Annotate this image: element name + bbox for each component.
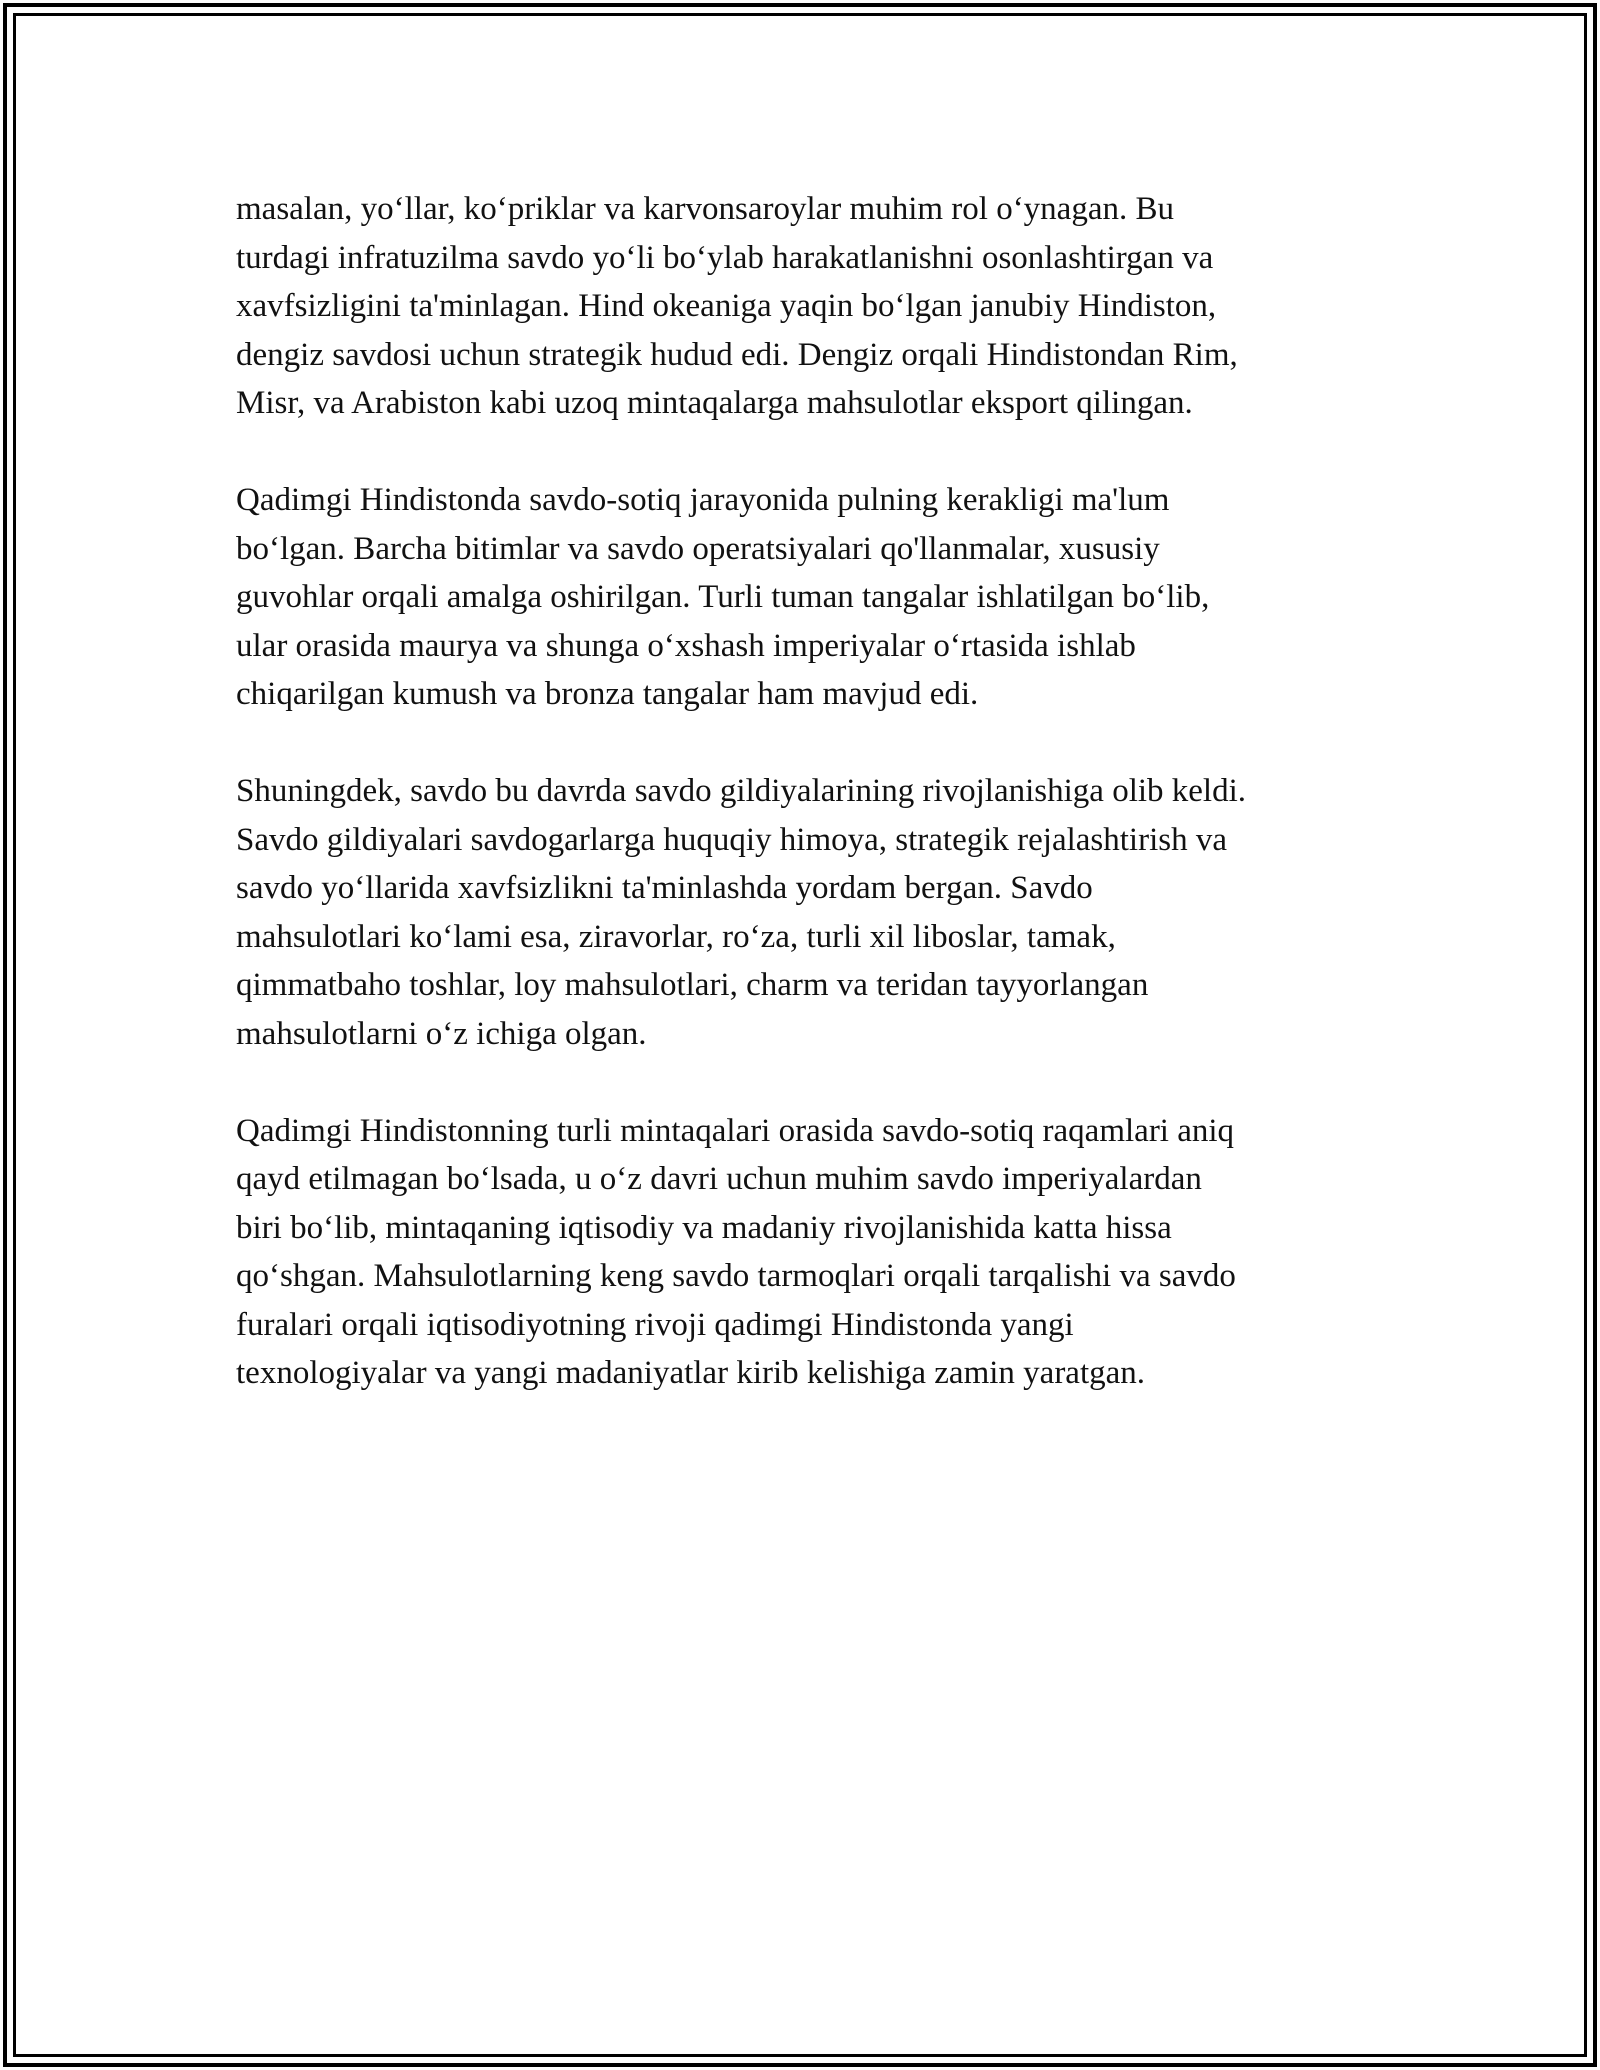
text-line: Savdo gildiyalari savdogarlarga huquqiy himoya, strategik rejalashtirish va <box>236 821 1227 858</box>
text-line: chiqarilgan kumush va bronza tangalar ham mavjud edi. <box>236 676 979 712</box>
text-line: Shuningdek, savdo bu davrda savdo gildiyalarining rivojlanishiga olib keldi. <box>236 773 1247 809</box>
text-line: bo‘lgan. Barcha bitimlar va savdo operatsiyalari qo'llanmalar, xususiy <box>236 530 1160 567</box>
text-line: turdagi infratuzilma savdo yo‘li bo‘ylab harakatlanishni osonlashtirgan va <box>236 239 1214 276</box>
text-line: ular orasida maurya va shunga o‘xshash imperiyalar o‘rtasida ishlab <box>236 627 1136 664</box>
text-line: Qadimgi Hindistonda savdo-sotiq jarayonida pulning kerakligi ma'lum <box>236 482 1170 518</box>
text-line: Qadimgi Hindistonning turli mintaqalari orasida savdo-sotiq raqamlari aniq <box>236 1112 1235 1149</box>
text-line: biri bo‘lib, mintaqaning iqtisodiy va madaniy rivojlanishida katta hissa <box>236 1209 1172 1246</box>
text-line: qimmatbaho toshlar, loy mahsulotlari, charm va teridan tayyorlangan <box>236 967 1149 1003</box>
text-line: mahsulotlarni o‘z ichiga olgan. <box>236 1015 647 1052</box>
text-line: furalari orqali iqtisodiyotning rivoji qadimgi Hindistonda yangi <box>236 1306 1074 1343</box>
paragraph-currency <box>236 476 1366 719</box>
paragraph-guilds <box>236 767 1366 1058</box>
text-line: masalan, yo‘llar, ko‘priklar va karvonsaroylar muhim rol o‘ynagan. Bu <box>236 191 1174 227</box>
text-line: guvohlar orqali amalga oshirilgan. Turli tuman tangalar ishlatilgan bo‘lib, <box>236 579 1210 615</box>
text-line: qayd etilmagan bo‘lsada, u o‘z davri uchun muhim savdo imperiyalardan <box>236 1161 1202 1197</box>
text-line: qo‘shgan. Mahsulotlarning keng savdo tarmoqlari orqali tarqalishi va savdo <box>236 1258 1236 1294</box>
document-body <box>236 185 1366 1446</box>
text-line: Misr, va Arabiston kabi uzoq mintaqalarga mahsulotlar eksport qilingan. <box>236 385 1193 421</box>
text-line: dengiz savdosi uchun strategik hudud edi. Dengiz orqali Hindistondan Rim, <box>236 336 1238 373</box>
text-line: xavfsizligini ta'minlagan. Hind okeaniga yaqin bo‘lgan janubiy Hindiston, <box>236 288 1217 324</box>
text-line: texnologiyalar va yangi madaniyatlar kirib kelishiga zamin yaratgan. <box>236 1355 1146 1391</box>
paragraph-trade-impact <box>236 1107 1366 1398</box>
paragraph-infrastructure <box>236 185 1366 428</box>
text-line: savdo yo‘llarida xavfsizlikni ta'minlashda yordam bergan. Savdo <box>236 870 1093 906</box>
text-line: mahsulotlari ko‘lami esa, ziravorlar, ro‘za, turli xil liboslar, tamak, <box>236 918 1116 955</box>
